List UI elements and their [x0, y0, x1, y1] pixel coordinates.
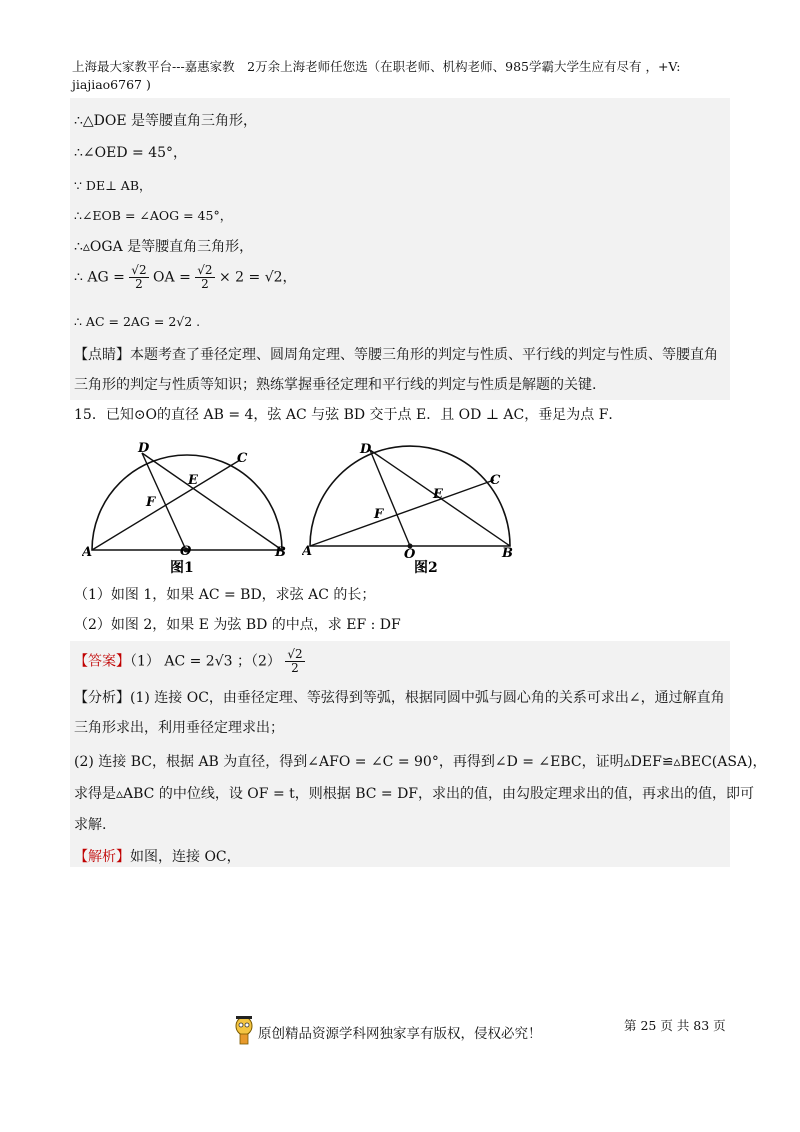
fraction-numerator: √2 [131, 263, 147, 277]
solution-line-6 [74, 264, 297, 291]
fig1-caption: 图1 [170, 560, 194, 575]
fig1-label-e: E [188, 473, 198, 488]
fraction-sqrt2-over-2 [129, 264, 148, 291]
figure-1 [82, 440, 292, 575]
fraction-denominator: 2 [135, 277, 143, 291]
solution-line-4: ∴∠EOB = ∠AOG = 45°， [74, 208, 233, 223]
analysis-text-1: (1) 连接 OC，由垂径定理、等弦得到等弧，根据同圆中弧与圆心角的关系可求出∠，通过解直角 [130, 690, 725, 706]
answer-line [74, 648, 305, 675]
fraction-sqrt2-over-2-second [195, 264, 214, 291]
dianjing-text-1: 本题考查了垂径定理、圆周角定理、等腰三角形的判定与性质、平行线的判定与性质、等腰直角 [130, 347, 718, 363]
question-1: （1）如图 1，如果 AC = BD，求弦 AC 的长； [74, 587, 376, 603]
fig1-semicircle [92, 455, 282, 550]
fig1-label-b: B [275, 545, 286, 560]
page-number: 第 25 页 共 83 页 [624, 1018, 726, 1033]
ag-suffix: × 2 = √2， [219, 269, 297, 286]
analysis-line-5: 求解. [74, 817, 107, 833]
dianjing-label: 【点睛】 [74, 347, 130, 363]
fig2-label-c: C [490, 473, 501, 488]
analysis-line-4: 求得是▵ABC 的中位线，设 OF = t，则根据 BC = DF，求出的值，由勾股定理求出的值，再求出的值，即可 [74, 786, 755, 802]
fig2-caption: 图2 [414, 560, 438, 576]
problem-stem: 15．已知⊙O的直径 AB = 4，弦 AC 与弦 BD 交于点 E．且 OD ⊥ AC，垂足为点 F． [74, 407, 623, 423]
dianjing-line-1 [74, 344, 718, 364]
analysis-line-1 [74, 687, 725, 707]
jiexi-text: 如图，连接 OC， [130, 849, 241, 865]
header-line-1: 上海最大家教平台---嘉惠家教 2万余上海老师任您选（在职老师、机构老师、985学霸大学生应有尽有 ，+V: [72, 59, 681, 74]
fig1-label-f: F [146, 495, 156, 510]
fig2-label-f: F [374, 507, 384, 522]
fig2-label-a: A [302, 544, 313, 559]
fig1-label-o: O [180, 544, 192, 559]
fig1-label-d: D [138, 441, 150, 456]
answer-fraction-numerator: √2 [287, 647, 303, 661]
page-header [72, 58, 732, 94]
footer-copyright: 原创精品资源学科网独家享有版权，侵权必究！ [258, 1026, 542, 1042]
fig1-label-c: C [237, 451, 248, 466]
fig2-semicircle [310, 446, 510, 546]
solution-line-7: ∴ AC = 2AG = 2√2 . [74, 314, 201, 329]
answer-text: （1） AC = 2√3 ；（2） [130, 653, 281, 670]
solution-line-2: ∴∠OED = 45°， [74, 145, 188, 161]
fig2-label-e: E [433, 487, 443, 502]
fraction-denominator-second: 2 [201, 277, 209, 291]
jiexi-label: 【解析】 [74, 849, 130, 865]
analysis-line-2: 三角形求出，利用垂径定理求出； [74, 720, 284, 736]
ag-middle: OA = [153, 269, 191, 286]
mascot-logo-icon [232, 1014, 256, 1046]
solution-line-3: ∵ DE⊥ AB， [74, 178, 152, 193]
dianjing-line-2: 三角形的判定与性质等知识；熟练掌握垂径定理和平行线的判定与性质是解题的关键. [74, 377, 597, 393]
fig2-label-o: O [404, 547, 416, 562]
fig1-chord-bd [142, 453, 282, 550]
fig2-label-d: D [360, 442, 372, 457]
answer-label: 【答案】 [74, 653, 130, 670]
answer-fraction [285, 648, 304, 675]
figure-2 [302, 440, 526, 580]
solution-line-5: ∴▵OGA 是等腰直角三角形， [74, 239, 254, 255]
fig2-label-b: B [502, 546, 513, 561]
jiexi-line [74, 846, 241, 866]
fraction-numerator-second: √2 [197, 263, 213, 277]
ag-prefix: ∴ AG = [74, 269, 125, 286]
analysis-line-3: (2) 连接 BC，根据 AB 为直径，得到∠AFO = ∠C = 90°，再得到∠D = ∠EBC，证明▵DEF≌▵BEC(ASA)， [74, 754, 767, 770]
analysis-label: 【分析】 [74, 690, 130, 706]
fig2-chord-ac [310, 480, 494, 546]
header-line-2: jiajiao6767 ) [72, 77, 151, 92]
fig1-label-a: A [82, 545, 93, 560]
answer-fraction-denominator: 2 [291, 661, 299, 675]
solution-line-1: ∴△DOE 是等腰直角三角形， [74, 113, 258, 129]
question-2: （2）如图 2，如果 E 为弦 BD 的中点，求 EF : DF [74, 617, 401, 633]
